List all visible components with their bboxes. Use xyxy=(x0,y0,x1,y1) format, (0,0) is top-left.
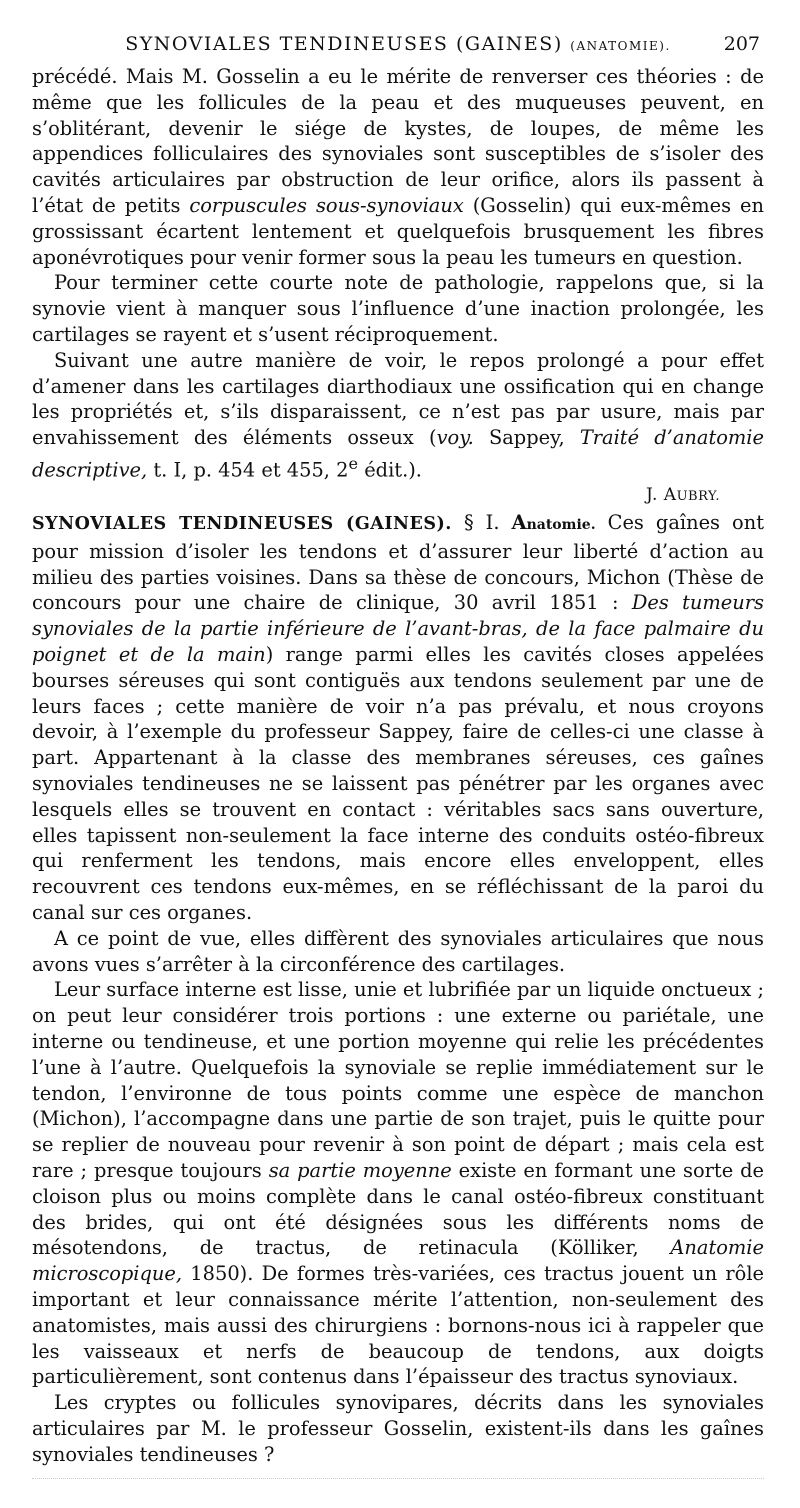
footer-rule xyxy=(32,1478,764,1480)
section-mark: § I. xyxy=(463,511,500,535)
author-signature xyxy=(32,483,764,510)
text-run: (Gosselin) qui eux-mêmes en grossissant écartent lentement et quelquefois brusquement les fibres aponévrotiques pour venir former sous la peau les tumeurs en question. xyxy=(32,193,764,269)
paragraph xyxy=(32,348,764,483)
italic-run: Des tumeurs synoviales de la partie inférieure de l’avant-bras, de la face palmaire du poignet et de la main xyxy=(32,591,764,666)
entry-title: SYNOVIALES TENDINEUSES (GAINES). xyxy=(32,514,452,535)
text-run: existe en formant une sorte de cloison plus ou moins complète dans le canal ostéo-fibreux constituant des brides, qui ont été désignées sous les différents noms de mésotendons, de tractus, de retinacula (Kölliker, xyxy=(32,1158,764,1260)
text-run: Sappey, xyxy=(473,426,580,450)
section-label xyxy=(512,511,596,534)
signature-initial: J. A xyxy=(645,485,677,506)
superscript: e xyxy=(348,453,359,473)
text-run: précédé. Mais M. Gosselin a eu le mérite de renverser ces théories : de même que les follicules de la peau et des muqueuses peuvent, en s’oblitérant, devenir le siége de kystes, de loupes, de même les appendices folliculaires des synoviales sont susceptibles de s’isoler des cavités articulaires par obstruction de leur orifice, alors ils passent à l’état de petits xyxy=(32,65,764,217)
page-number: 207 xyxy=(723,33,760,55)
text-run: ) range parmi elles les cavités closes appelées bourses séreuses qui sont contiguës aux tendons seulement par une de leurs faces ; cette manière de voir n’a pas prévalu, et nous croyons devoir, à l’exemple du professeur Sappey, faire de celles-ci une classe à part. Appartenant à la classe des membranes séreuses, ces gaînes synoviales tendineuses ne se laissent pas pénétrer par les organes avec lesquels elles se trouvent en contact : véritables sacs sans ouverture, elles tapissent non-seulement la face interne des conduits ostéo-fibreux qui renferment les tendons, mais encore elles enveloppent, elles recouvrent ces tendons eux-mêmes, en se réfléchissant de la paroi du canal sur ces organes. xyxy=(32,643,765,924)
running-subtitle: (ANATOMIE). xyxy=(570,39,671,53)
paragraph: Les cryptes ou follicules synovipares, décrits dans les synoviales articulaires par M. le professeur Gosselin, existent-ils dans les gaînes synoviales tendineuses ? xyxy=(32,1391,764,1466)
entry-paragraph xyxy=(32,510,764,926)
paragraph-continuation xyxy=(32,64,764,270)
text-run: 1850). De formes très-variées, ces tractus jouent un rôle important et leur connaissance mérite l’attention, non-seulement des anatomistes, mais aussi des chirurgiens : bornons-nous ici à rappeler que les vaisseaux et nerfs de beaucoup de tendons, aux doigts particulièrement, sont contenus dans l’épaisseur des tractus synoviaux. xyxy=(32,1262,764,1389)
italic-run: corpuscules sous-synoviaux xyxy=(189,193,464,217)
italic-run: voy. xyxy=(436,426,474,450)
text-run: Ces gaînes ont pour mission d’isoler les tendons et d’assurer leur liberté d’action au milieu des parties voisines. Dans sa thèse de concours, Michon (Thèse de concours pour une chaire de clinique, 30 avril 1851 : xyxy=(32,511,764,615)
running-head xyxy=(32,30,764,64)
paragraph: Pour terminer cette courte note de pathologie, rappelons que, si la synovie vient à manquer sous l’influence d’une inaction prolongée, les cartilages se rayent et s’usent réciproquement. xyxy=(32,271,764,346)
text-run: Leur surface interne est lisse, unie et lubrifiée par un liquide onctueux ; on peut leur considérer trois portions : une externe ou pariétale, une interne ou tendineuse, et une portion moyenne qui relie les précédentes l’une à l’autre. Quelquefois la synoviale se replie immédiatement sur le tendon, l’environne de tous points comme une espèce de manchon (Michon), l’accompagne dans une partie de son trajet, puis le quitte pour se replier de nouveau pour revenir à son point de départ ; mais cela est rare ; presque toujours xyxy=(32,978,764,1182)
text-run: édit.). xyxy=(358,458,422,482)
paragraph: A ce point de vue, elles diffèrent des synoviales articulaires que nous avons vues s’arrêter à la circonférence des cartilages. xyxy=(32,926,764,976)
paragraph xyxy=(32,977,764,1390)
section-label-initial: A xyxy=(511,511,527,535)
section-label-rest: natomie. xyxy=(526,517,596,534)
running-title: SYNOVIALES TENDINEUSES (GAINES) xyxy=(125,33,563,55)
italic-run: sa partie moyenne xyxy=(268,1158,452,1182)
body-text xyxy=(32,64,764,1468)
text-run: t. I, p. 454 et 455, 2 xyxy=(147,458,349,482)
italic-run: Traité d’anatomie descriptive, xyxy=(32,426,764,482)
signature-rest: UBRY. xyxy=(676,489,720,505)
italic-run: Anatomie microscopique, xyxy=(32,1236,764,1286)
text-run: Suivant une autre manière de voir, le repos prolongé a pour effet d’amener dans les cartilages diarthodiaux une ossification qui en change les propriétés et, s’ils disparaissent, ce n’est pas par usure, mais par envahissement des éléments osseux ( xyxy=(32,348,764,450)
